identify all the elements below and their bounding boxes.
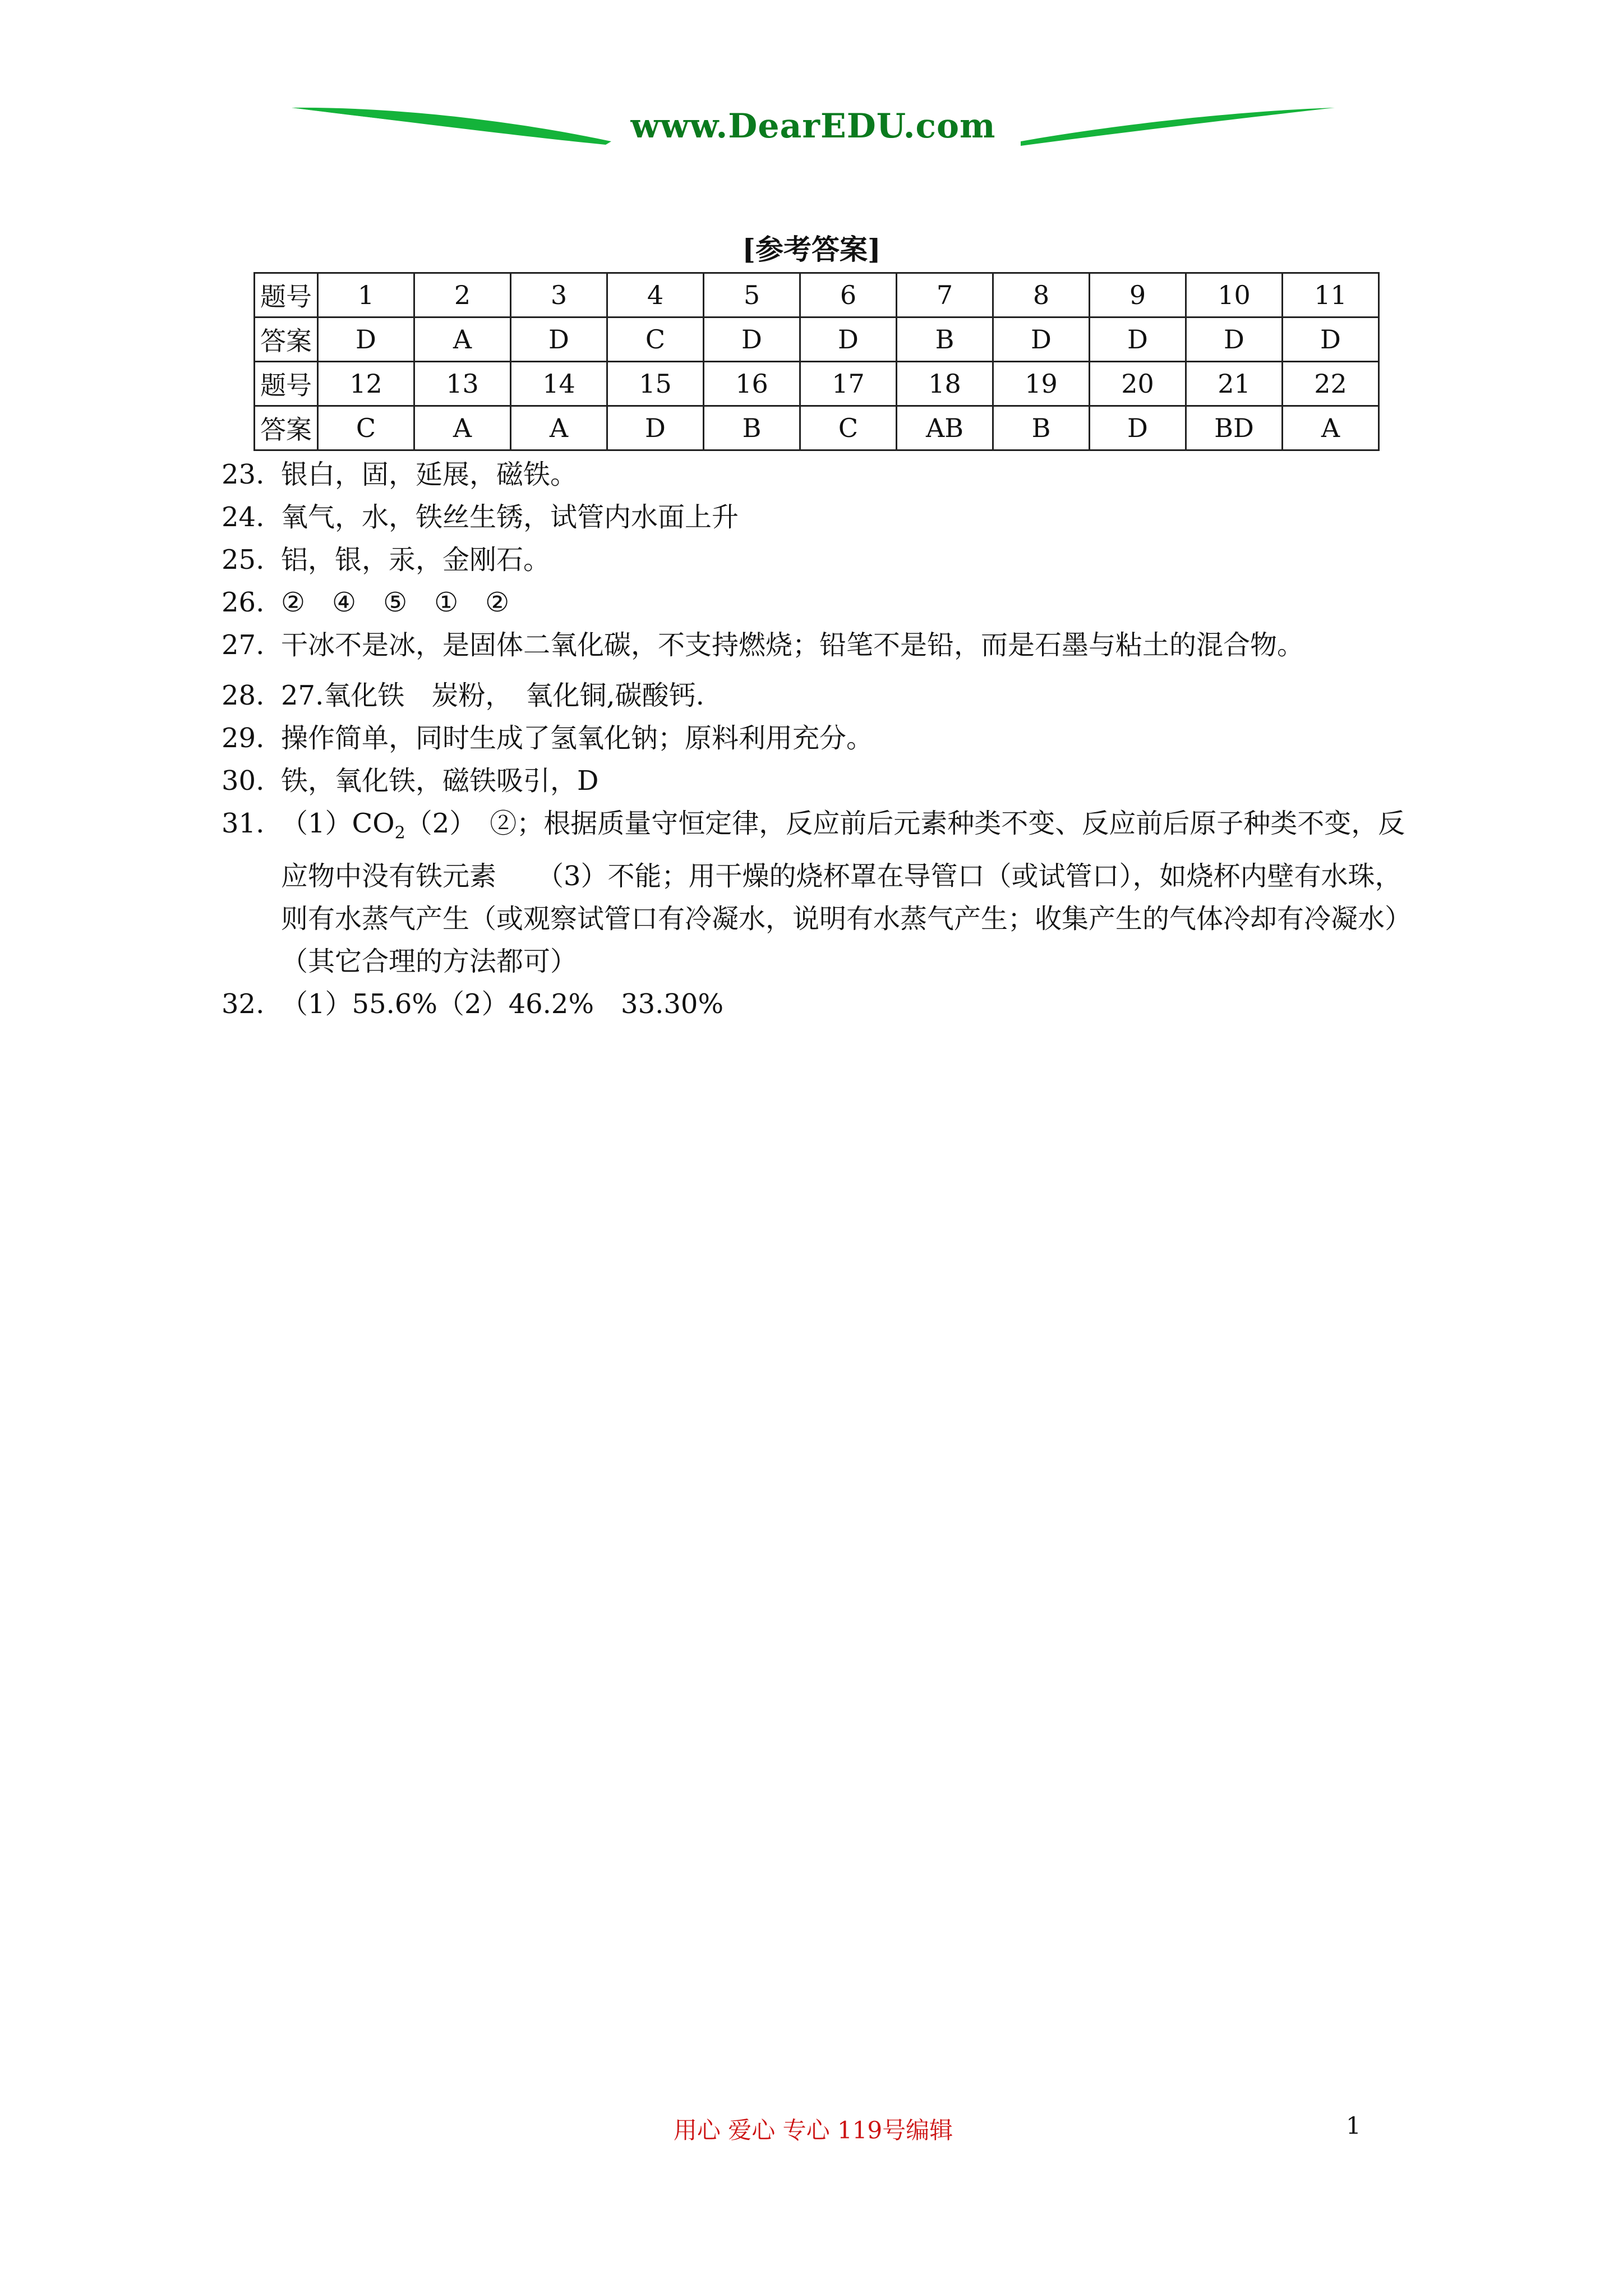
question-number: 31. xyxy=(222,808,265,839)
subscript: 2 xyxy=(394,823,405,843)
answer-item-24 xyxy=(222,496,1427,539)
question-number: 27. xyxy=(222,629,265,661)
row-header: 题号 xyxy=(255,362,318,406)
table-cell: 20 xyxy=(1090,362,1186,406)
table-cell: 5 xyxy=(704,273,800,318)
table-cell: BD xyxy=(1186,406,1283,450)
answer-item-27 xyxy=(222,624,1427,666)
table-cell: AB xyxy=(897,406,993,450)
answer-text: 银白，固，延展，磁铁。 xyxy=(281,459,578,490)
table-cell: B xyxy=(704,406,800,450)
answer-item-23 xyxy=(222,453,1427,496)
table-cell: C xyxy=(800,406,897,450)
table-cell: 2 xyxy=(414,273,511,318)
answer-text: 氧气，水，铁丝生锈，试管内水面上升 xyxy=(281,501,739,533)
logo-text: www.DearEDU.com xyxy=(630,107,996,146)
table-cell: 6 xyxy=(800,273,897,318)
table-cell: 17 xyxy=(800,362,897,406)
table-cell: 11 xyxy=(1283,273,1379,318)
answer-text: ② ④ ⑤ ① ② xyxy=(281,587,510,618)
question-number: 32. xyxy=(222,988,265,1020)
answer-text-prefix: （1）CO xyxy=(281,808,395,839)
answer-item-32 xyxy=(222,983,1427,1025)
table-cell: C xyxy=(318,406,414,450)
row-header: 答案 xyxy=(255,318,318,362)
row-header: 答案 xyxy=(255,406,318,450)
table-cell: D xyxy=(704,318,800,362)
table-cell: A xyxy=(414,406,511,450)
table-cell: C xyxy=(607,318,704,362)
answer-item-29 xyxy=(222,717,1427,760)
table-cell: 21 xyxy=(1186,362,1283,406)
header-logo xyxy=(292,95,1335,157)
answer-text: （2） ②；根据质量守恒定律，反应前后元素种类不变、反应前后原子种类不变，反应物中没有铁元素 （3）不能；用干燥的烧杯罩在导管口（或试管口），如烧杯内壁有水珠，则有水蒸气产生（或观察试管口有冷凝水，说明有水蒸气产生；收集产生的气体冷却有冷凝水）（其它合理的方法都可） xyxy=(281,808,1412,977)
table-cell: 18 xyxy=(897,362,993,406)
table-cell: D xyxy=(1090,318,1186,362)
table-cell: 3 xyxy=(511,273,607,318)
spacer xyxy=(222,666,1427,674)
answer-text: 铁，氧化铁，磁铁吸引，D xyxy=(281,765,599,797)
table-cell: A xyxy=(414,318,511,362)
table-cell: D xyxy=(318,318,414,362)
answer-text: （1）55.6%（2）46.2% 33.30% xyxy=(281,988,724,1020)
table-cell: 7 xyxy=(897,273,993,318)
question-number: 26. xyxy=(222,587,265,618)
table-cell: 12 xyxy=(318,362,414,406)
footer-text: 用心 爱心 专心 119号编辑 xyxy=(673,2116,953,2144)
table-cell: 9 xyxy=(1090,273,1186,318)
answer-text: 27.氧化铁 炭粉， 氧化铜,碳酸钙. xyxy=(281,680,704,711)
table-cell: 4 xyxy=(607,273,704,318)
answer-item-30 xyxy=(222,760,1427,802)
table-cell: 15 xyxy=(607,362,704,406)
table-cell: A xyxy=(1283,406,1379,450)
answer-list xyxy=(222,453,1427,1025)
answer-text: 铝，银，汞，金刚石。 xyxy=(281,544,551,576)
table-cell: 22 xyxy=(1283,362,1379,406)
table-cell: 14 xyxy=(511,362,607,406)
question-number: 24. xyxy=(222,501,265,533)
table-cell: D xyxy=(1283,318,1379,362)
table-row xyxy=(255,273,1379,318)
table-cell: B xyxy=(993,406,1090,450)
question-number: 29. xyxy=(222,723,265,754)
question-number: 25. xyxy=(222,544,265,576)
table-cell: B xyxy=(897,318,993,362)
table-cell: D xyxy=(800,318,897,362)
answer-item-28 xyxy=(222,674,1427,717)
answer-table xyxy=(253,272,1380,451)
question-number: 28. xyxy=(222,680,265,711)
row-header: 题号 xyxy=(255,273,318,318)
table-row xyxy=(255,406,1379,450)
answer-item-26 xyxy=(222,581,1427,624)
answer-item-31 xyxy=(222,802,1427,983)
page-number: 1 xyxy=(1346,2112,1361,2139)
table-cell: D xyxy=(1186,318,1283,362)
table-row xyxy=(255,362,1379,406)
page-title: [参考答案] xyxy=(742,233,881,266)
answer-text: 操作简单，同时生成了氢氧化钠；原料利用充分。 xyxy=(281,723,874,754)
question-number: 30. xyxy=(222,765,265,797)
table-cell: 1 xyxy=(318,273,414,318)
table-cell: 10 xyxy=(1186,273,1283,318)
question-number: 23. xyxy=(222,459,265,490)
table-cell: D xyxy=(993,318,1090,362)
table-cell: 13 xyxy=(414,362,511,406)
table-cell: D xyxy=(607,406,704,450)
table-cell: D xyxy=(511,318,607,362)
table-cell: D xyxy=(1090,406,1186,450)
table-cell: 16 xyxy=(704,362,800,406)
table-row xyxy=(255,318,1379,362)
table-cell: 19 xyxy=(993,362,1090,406)
table-cell: A xyxy=(511,406,607,450)
table-cell: 8 xyxy=(993,273,1090,318)
answer-text: 干冰不是冰，是固体二氧化碳，不支持燃烧；铅笔不是铅，而是石墨与粘土的混合物。 xyxy=(281,629,1304,661)
answer-item-25 xyxy=(222,539,1427,581)
